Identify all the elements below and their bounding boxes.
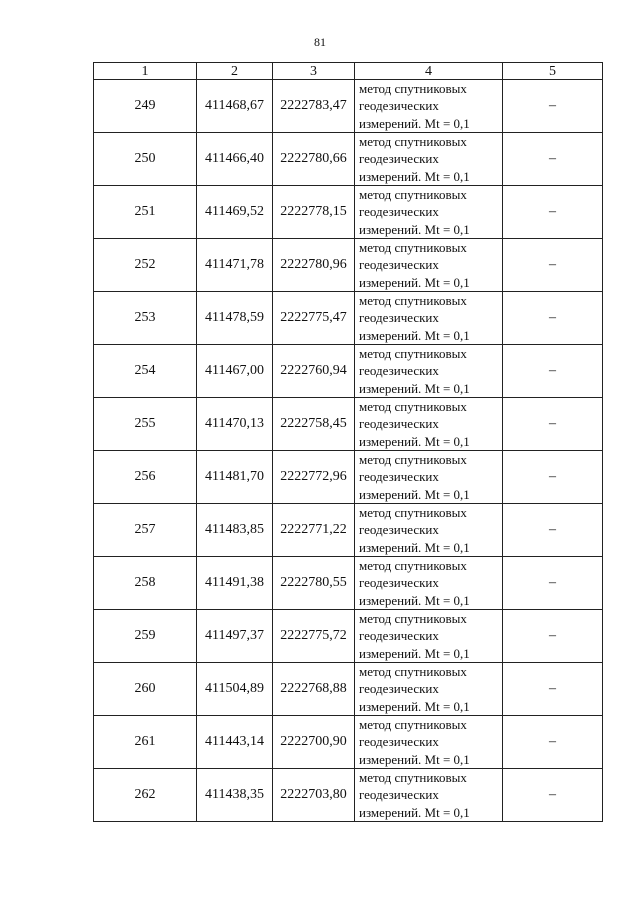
table-row <box>94 292 603 345</box>
method-cell <box>355 663 503 716</box>
table-header-row <box>94 63 603 80</box>
method-cell <box>355 133 503 186</box>
table-row <box>94 398 603 451</box>
point-number-cell: 258 <box>94 557 197 610</box>
x-coordinate-cell: 411483,85 <box>197 504 273 557</box>
method-line: геодезических <box>359 575 439 591</box>
y-coordinate-cell: 2222780,66 <box>273 133 355 186</box>
page-number: 81 <box>314 35 326 49</box>
table-row <box>94 610 603 663</box>
method-cell <box>355 557 503 610</box>
x-coordinate-cell: 411470,13 <box>197 398 273 451</box>
point-number-cell: 253 <box>94 292 197 345</box>
x-coordinate-cell: 411497,37 <box>197 610 273 663</box>
note-cell: – <box>503 186 603 239</box>
table-row <box>94 186 603 239</box>
note-cell: – <box>503 504 603 557</box>
method-line: метод спутниковых <box>359 505 467 521</box>
method-line: измерений. Mt = 0,1 <box>359 221 470 237</box>
method-line: измерений. Mt = 0,1 <box>359 486 470 502</box>
y-coordinate-cell: 2222775,72 <box>273 610 355 663</box>
method-line: метод спутниковых <box>359 187 467 203</box>
method-line: геодезических <box>359 469 439 485</box>
x-coordinate-cell: 411466,40 <box>197 133 273 186</box>
x-coordinate-cell: 411478,59 <box>197 292 273 345</box>
y-coordinate-cell: 2222700,90 <box>273 716 355 769</box>
y-coordinate-cell: 2222775,47 <box>273 292 355 345</box>
method-line: геодезических <box>359 787 439 803</box>
point-number-cell: 260 <box>94 663 197 716</box>
table-row <box>94 716 603 769</box>
point-number-cell: 250 <box>94 133 197 186</box>
point-number-cell: 251 <box>94 186 197 239</box>
method-line: измерений. Mt = 0,1 <box>359 539 470 555</box>
method-line: измерений. Mt = 0,1 <box>359 804 470 820</box>
table-row <box>94 769 603 822</box>
method-line: геодезических <box>359 98 439 114</box>
table-row <box>94 557 603 610</box>
x-coordinate-cell: 411469,52 <box>197 186 273 239</box>
method-line: геодезических <box>359 257 439 273</box>
note-cell: – <box>503 239 603 292</box>
table-row <box>94 133 603 186</box>
method-line: метод спутниковых <box>359 399 467 415</box>
point-number-cell: 249 <box>94 80 197 133</box>
method-cell <box>355 186 503 239</box>
method-cell <box>355 239 503 292</box>
method-line: метод спутниковых <box>359 717 467 733</box>
y-coordinate-cell: 2222760,94 <box>273 345 355 398</box>
table-row <box>94 504 603 557</box>
method-cell <box>355 451 503 504</box>
method-line: метод спутниковых <box>359 611 467 627</box>
note-cell: – <box>503 663 603 716</box>
note-cell: – <box>503 716 603 769</box>
point-number-cell: 259 <box>94 610 197 663</box>
method-line: метод спутниковых <box>359 664 467 680</box>
header-col-1: 1 <box>94 63 197 80</box>
table-row <box>94 239 603 292</box>
table-row <box>94 345 603 398</box>
point-number-cell: 257 <box>94 504 197 557</box>
method-line: измерений. Mt = 0,1 <box>359 698 470 714</box>
method-cell <box>355 716 503 769</box>
y-coordinate-cell: 2222703,80 <box>273 769 355 822</box>
note-cell: – <box>503 345 603 398</box>
method-line: измерений. Mt = 0,1 <box>359 168 470 184</box>
method-line: метод спутниковых <box>359 293 467 309</box>
note-cell: – <box>503 610 603 663</box>
method-line: измерений. Mt = 0,1 <box>359 327 470 343</box>
method-cell <box>355 292 503 345</box>
x-coordinate-cell: 411481,70 <box>197 451 273 504</box>
y-coordinate-cell: 2222758,45 <box>273 398 355 451</box>
method-cell <box>355 398 503 451</box>
note-cell: – <box>503 769 603 822</box>
method-line: измерений. Mt = 0,1 <box>359 592 470 608</box>
method-line: измерений. Mt = 0,1 <box>359 115 470 131</box>
table-row <box>94 80 603 133</box>
header-col-2: 2 <box>197 63 273 80</box>
x-coordinate-cell: 411468,67 <box>197 80 273 133</box>
y-coordinate-cell: 2222783,47 <box>273 80 355 133</box>
method-cell <box>355 504 503 557</box>
y-coordinate-cell: 2222778,15 <box>273 186 355 239</box>
method-cell <box>355 769 503 822</box>
note-cell: – <box>503 80 603 133</box>
point-number-cell: 254 <box>94 345 197 398</box>
method-line: измерений. Mt = 0,1 <box>359 751 470 767</box>
x-coordinate-cell: 411504,89 <box>197 663 273 716</box>
note-cell: – <box>503 292 603 345</box>
method-line: геодезических <box>359 151 439 167</box>
table-row <box>94 451 603 504</box>
table-row <box>94 663 603 716</box>
method-line: метод спутниковых <box>359 240 467 256</box>
note-cell: – <box>503 557 603 610</box>
method-line: геодезических <box>359 204 439 220</box>
method-line: метод спутниковых <box>359 770 467 786</box>
point-number-cell: 262 <box>94 769 197 822</box>
point-number-cell: 252 <box>94 239 197 292</box>
header-col-3: 3 <box>273 63 355 80</box>
method-line: геодезических <box>359 363 439 379</box>
method-cell <box>355 610 503 663</box>
coordinates-table <box>93 62 603 822</box>
y-coordinate-cell: 2222768,88 <box>273 663 355 716</box>
method-line: измерений. Mt = 0,1 <box>359 645 470 661</box>
note-cell: – <box>503 451 603 504</box>
method-line: геодезических <box>359 522 439 538</box>
method-line: геодезических <box>359 681 439 697</box>
header-col-4: 4 <box>355 63 503 80</box>
table-body <box>94 80 603 822</box>
y-coordinate-cell: 2222780,55 <box>273 557 355 610</box>
point-number-cell: 255 <box>94 398 197 451</box>
header-col-5: 5 <box>503 63 603 80</box>
point-number-cell: 261 <box>94 716 197 769</box>
method-line: геодезических <box>359 734 439 750</box>
point-number-cell: 256 <box>94 451 197 504</box>
x-coordinate-cell: 411467,00 <box>197 345 273 398</box>
method-line: геодезических <box>359 310 439 326</box>
method-line: геодезических <box>359 628 439 644</box>
method-line: измерений. Mt = 0,1 <box>359 380 470 396</box>
y-coordinate-cell: 2222780,96 <box>273 239 355 292</box>
x-coordinate-cell: 411471,78 <box>197 239 273 292</box>
method-line: метод спутниковых <box>359 134 467 150</box>
note-cell: – <box>503 398 603 451</box>
note-cell: – <box>503 133 603 186</box>
method-line: геодезических <box>359 416 439 432</box>
method-line: метод спутниковых <box>359 81 467 97</box>
method-line: метод спутниковых <box>359 452 467 468</box>
method-line: метод спутниковых <box>359 346 467 362</box>
x-coordinate-cell: 411438,35 <box>197 769 273 822</box>
y-coordinate-cell: 2222771,22 <box>273 504 355 557</box>
method-line: метод спутниковых <box>359 558 467 574</box>
method-cell <box>355 345 503 398</box>
y-coordinate-cell: 2222772,96 <box>273 451 355 504</box>
x-coordinate-cell: 411443,14 <box>197 716 273 769</box>
x-coordinate-cell: 411491,38 <box>197 557 273 610</box>
method-line: измерений. Mt = 0,1 <box>359 433 470 449</box>
method-cell <box>355 80 503 133</box>
method-line: измерений. Mt = 0,1 <box>359 274 470 290</box>
